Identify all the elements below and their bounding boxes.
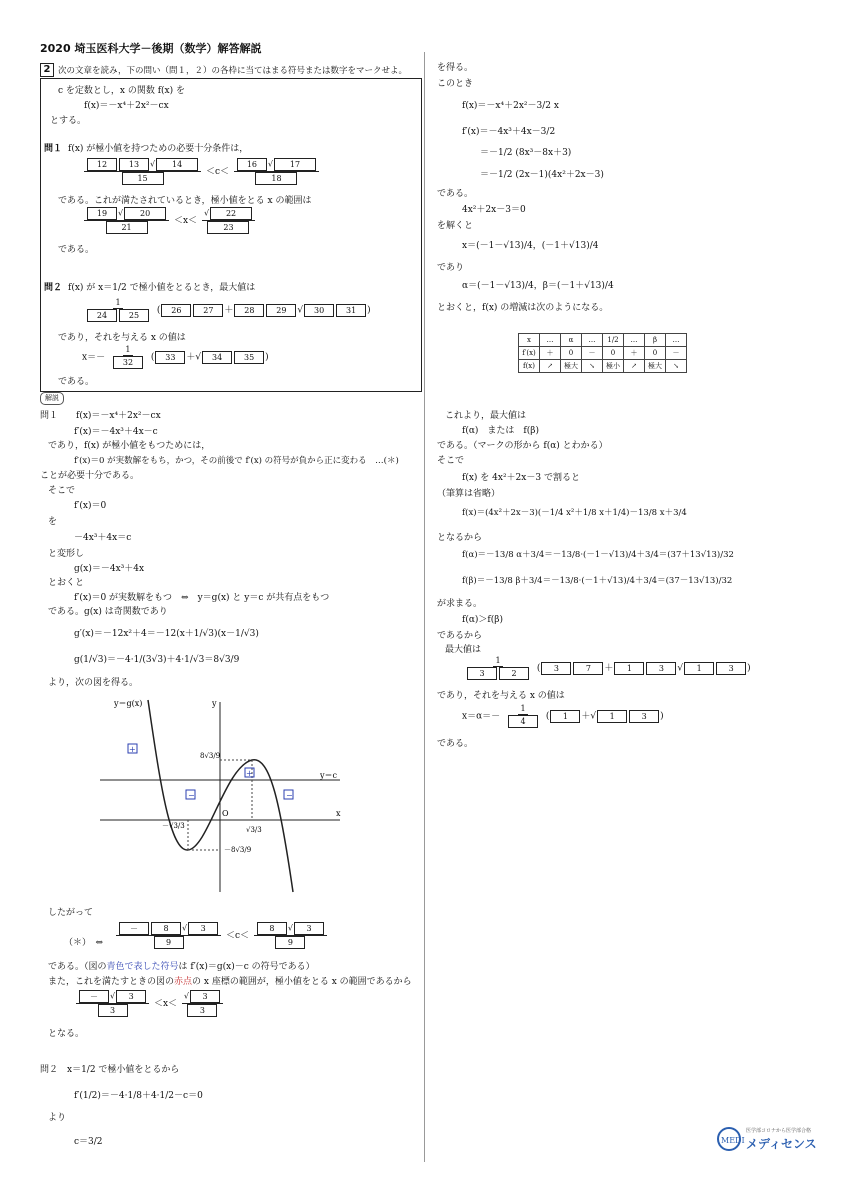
sol-line: であり，それを与える x の値は (437, 691, 565, 701)
sol-line: このとき (437, 79, 474, 89)
sol-line: f′(x)＝0 が実数解をもち，かつ，その前後で f′(x) の符号が負から正に変わる …(＊) (74, 456, 399, 466)
sol-note: また，これを満たすときの図の赤点の x 座標の範囲が，極小値をとる x の範囲であるから (48, 977, 412, 987)
column-divider (424, 52, 425, 1162)
sol-line: 最大値は (445, 645, 482, 655)
graph-ylabel: y＝g(x) (114, 699, 143, 708)
graph-xaxis: x (336, 809, 341, 818)
sol-line: である。g(x) は奇関数であり (48, 607, 168, 617)
sol-line: が求まる。 (437, 599, 483, 609)
cubic-graph (100, 692, 350, 897)
sol-line: f′(x)＝－4x³＋4x－c (74, 427, 158, 437)
sol-line: f′(1/2)＝－4·1/8＋4·1/2－c＝0 (74, 1091, 203, 1101)
sol-line: f(x) を 4x²＋2x－3 で割ると (462, 473, 580, 483)
graph-origin: O (222, 809, 229, 818)
sol-line: 4x²＋2x－3＝0 (462, 205, 526, 215)
sol-line: g′(x)＝－12x²＋4＝－12(x＋1/√3)(x－1/√3) (74, 629, 259, 639)
sol-line: であり (437, 263, 465, 273)
problem-number: 2 (40, 63, 54, 77)
sol-line: （筆算は省略） (437, 489, 501, 499)
logo-sub: 医学部コロナから医学部合格 (746, 1128, 812, 1134)
graph-top-val: 8√3/9 (200, 752, 221, 760)
sol-line: ＝－1/2 (8x³－8x＋3) (480, 148, 572, 158)
problem-line: c を定数とし，x の関数 f(x) を (58, 86, 185, 96)
page-title: 2020 埼玉医科大学－後期（数学）解答解説 (40, 42, 262, 55)
graph-bottom-val: －8√3/9 (224, 846, 252, 854)
sol-line: より，次の図を得る。 (48, 678, 139, 688)
problem-line: とする。 (50, 116, 87, 126)
svg-text:+: + (129, 745, 136, 754)
sol-line: を (48, 517, 58, 527)
svg-text:−: − (188, 791, 195, 800)
brand-logo (716, 1126, 826, 1152)
logo-brand: メディセンス (746, 1137, 817, 1151)
graph-yc: y＝c (320, 771, 337, 780)
table-row: x … α … 1/2 … β … (519, 334, 687, 347)
sol-line: となるから (437, 533, 483, 543)
q1b-after: である。 (58, 245, 95, 255)
sol-line: f′(x)＝0 (74, 501, 107, 511)
sol-line: f(α) または f(β) (462, 426, 539, 436)
sol-line: g(1/√3)＝－4·1/(3√3)＋4·1/√3＝8√3/9 (74, 655, 240, 665)
problem-line: f(x)＝－x⁴＋2x²－cx (84, 101, 169, 111)
sol-line: より (48, 1113, 67, 1123)
graph-yaxis: y (212, 699, 217, 708)
q1-answer-row: $\frac{12 13 √ 14}{15}$ ＜c＜ $\frac{16 √ 17}{18}$ (82, 158, 321, 185)
q1b-answer-row: $\frac{19 √ 20}{21}$ ＜x＜ $\frac{√ 22}{23}$ (82, 207, 257, 234)
table-row: f′(x) ＋ 0 － 0 ＋ 0 － (519, 347, 687, 360)
sol-line: ことが必要十分である。 (40, 471, 140, 481)
q2-answer-row: $\frac{1}{24 25}$ ( 26 27 ＋ 28 29 √ 30 31 ) (82, 298, 371, 322)
q2-after: であり，それを与える x の値は (58, 333, 186, 343)
sol-line: －4x³＋4x＝c (74, 533, 132, 543)
sol-line: α＝(－1－√13)/4，β＝(－1＋√13)/4 (462, 281, 614, 291)
sol-line: f(α)＝－13/8 α＋3/4＝－13/8·(－1－√13)/4＋3/4＝(37＋13√13)/32 (462, 550, 734, 560)
sol-line: となる。 (48, 1029, 85, 1039)
sol-line: f(x)＝－x⁴＋2x²－3/2 x (462, 101, 559, 111)
sol-line: である。（マークの形から f(α) とわかる） (437, 441, 608, 451)
sol-line: f(α)＞f(β) (462, 615, 503, 625)
ans2-row: $\frac{1}{3 2}$ ( 3 7 ＋ 1 3 √ 1 3 ) (462, 656, 751, 680)
sol-note: である。（図の青色で表した符号は f′(x)＝g(x)－c の符号である） (48, 962, 315, 972)
sol-line: 問１ f(x)＝－x⁴＋2x²－cx (40, 411, 161, 421)
ans2b-row: x＝α＝－ $\frac{1}{4}$ ( 1 ＋√ 1 3 ) (462, 704, 664, 726)
svg-text:−: − (286, 791, 293, 800)
q1-label: 問１ (44, 144, 63, 154)
ans1b-row: $\frac{- √ 3}{3}$ ＜x＜ $\frac{√ 3}{3}$ (74, 990, 225, 1017)
sol-line: x＝(－1－√13)/4，(－1＋√13)/4 (462, 241, 599, 251)
sol-line: とおくと，f(x) の増減は次のようになる。 (437, 303, 609, 313)
sol-line: したがって (48, 908, 94, 918)
increase-decrease-table (518, 333, 687, 373)
sol-line: ＝－1/2 (2x－1)(4x²＋2x－3) (480, 170, 604, 180)
ans1-row: $\frac{- 8 √ 3}{9}$ ＜c＜ $\frac{8 √ 3}{9}$ (114, 922, 329, 949)
table-row: f(x) ↗ 極大 ↘ 極小 ↗ 極大 ↘ (519, 360, 687, 373)
sol-line: f(x)＝(4x²＋2x－3)(－1/4 x²＋1/8 x＋1/4)－13/8 x＋3/4 (462, 508, 687, 518)
q2b-after: である。 (58, 377, 95, 387)
sol-line: g(x)＝－4x³＋4x (74, 564, 145, 574)
sol-line: とおくと (48, 578, 85, 588)
q1-text: f(x) が極小値を持つための必要十分条件は， (68, 144, 249, 154)
sol-line: であり，f(x) が極小値をもつためには， (48, 441, 211, 451)
sol-line: （＊） ⇔ (64, 938, 104, 948)
svg-text:MEDI: MEDI (721, 1136, 745, 1145)
sol-line: と変形し (48, 549, 85, 559)
sol-line: そこで (48, 486, 76, 496)
q2b-answer-row: x＝－ $\frac{1}{32}$ ( 33 ＋√ 34 35 ) (82, 345, 269, 367)
sol-line: である。 (437, 739, 474, 749)
q1-after: である。これが満たされているとき，極小値をとる x の範囲は (58, 196, 312, 206)
sol-line: f′(x)＝－4x³＋4x－3/2 (462, 127, 556, 137)
sol-line: f(β)＝－13/8 β＋3/4＝－13/8·(－1＋√13)/4＋3/4＝(37－13√13)/32 (462, 576, 733, 586)
sol-line: 問２ x＝1/2 で極小値をとるから (40, 1065, 180, 1075)
sol-line: f′(x)＝0 が実数解をもつ ⇔ y＝g(x) と y＝c が共有点をもつ (74, 593, 330, 603)
graph-right-x: √3/3 (246, 826, 262, 834)
svg-text:+: + (246, 769, 253, 778)
problem-intro: 次の文章を読み，下の問い（問１，２）の各枠に当てはまる符号または数字をマークせよ。 (58, 66, 408, 76)
sol-line: を解くと (437, 221, 474, 231)
sol-line: を得る。 (437, 63, 474, 73)
sol-line: である。 (437, 189, 474, 199)
q2-label: 問２ (44, 283, 63, 293)
graph-left-x: －√3/3 (162, 822, 185, 830)
sol-line: これより，最大値は (445, 411, 527, 421)
sol-line: c＝3/2 (74, 1137, 103, 1147)
q2-text: f(x) が x＝1/2 で極小値をとるとき，最大値は (68, 283, 256, 293)
logo-mark-icon (716, 1126, 745, 1152)
solution-badge: 解説 (40, 392, 64, 405)
sol-line: そこで (437, 456, 465, 466)
sol-line: であるから (437, 631, 483, 641)
